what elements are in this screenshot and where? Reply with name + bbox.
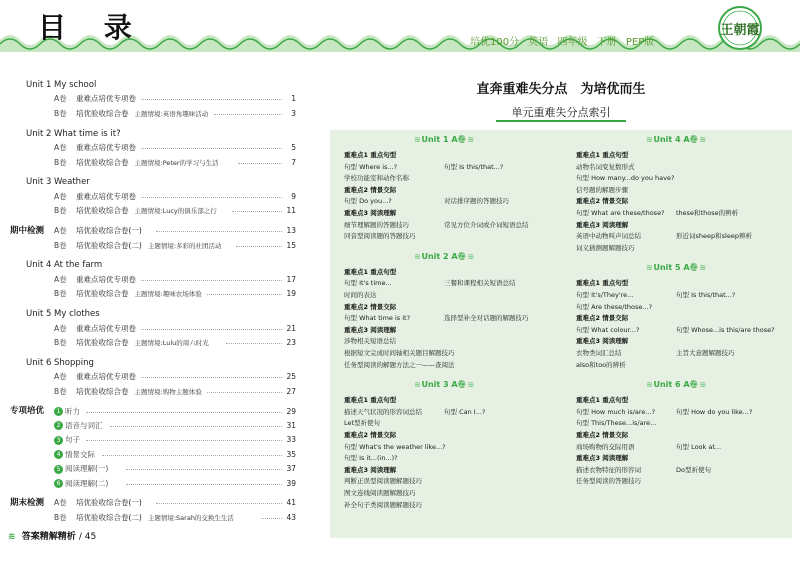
toc-unit-label: Unit 4: [26, 260, 52, 271]
toc-item-label: [76, 511, 234, 525]
index-unit-title: Unit 4 A卷: [653, 135, 698, 144]
answer-key-label: 答案精解精析: [21, 532, 76, 542]
index-line: 句型 What time is it?: [344, 314, 411, 323]
index-line: 选择型补全对话题的解题技巧: [444, 314, 529, 323]
toc-item-title: 培优验收综合卷: [76, 289, 129, 299]
toc-entry[interactable]: [0, 385, 310, 399]
toc-item-number: [54, 405, 80, 419]
dot-leader: [141, 280, 282, 281]
toc-entry[interactable]: [0, 336, 310, 350]
dot-leader: [86, 412, 282, 413]
wave-icon: ≋: [413, 380, 422, 390]
dot-leader: [110, 426, 282, 427]
wave-icon: ≋: [465, 251, 474, 261]
index-line: 句型 How much is/are...?: [576, 407, 656, 416]
toc-page-number: 1: [291, 94, 296, 104]
index-line: 图文连线阅读题解题技巧: [344, 489, 416, 497]
index-line: 三餐和课程相关短语总结: [444, 279, 516, 288]
toc-page-number: 11: [286, 206, 296, 216]
index-line: 词义猜测题解题技巧: [576, 243, 635, 252]
toc-item-label: [76, 239, 222, 253]
index-line: 句型 What's the weather like...?: [344, 442, 446, 451]
toc-item-tag: B卷: [54, 157, 67, 167]
toc-unit-heading: [0, 307, 310, 321]
index-line: 学校功能室和动作名称: [344, 174, 409, 183]
toc-page-number: 33: [286, 435, 296, 445]
toc-page-number: 25: [286, 372, 296, 382]
toc-entry[interactable]: [0, 190, 310, 204]
index-key-point: 重难点3 阅读理解: [576, 337, 629, 346]
toc-page-number: 5: [291, 143, 296, 153]
toc-unit-label: Unit 6: [26, 357, 52, 368]
toc-unit-heading: [0, 258, 310, 272]
index-key-point: 重难点3 阅读理解: [344, 465, 397, 474]
toc-entry[interactable]: [0, 322, 310, 336]
index-line: Let型祈使句: [344, 419, 381, 428]
dot-leader: [232, 211, 282, 212]
toc-item-label: 阅读理解(一): [65, 464, 109, 474]
index-line: 涉物相关短语总结: [344, 337, 396, 346]
toc-item-title: 重难点培优专项卷: [76, 191, 136, 201]
toc-unit-heading: [0, 78, 310, 92]
index-line: 补全句子类阅读题解题技巧: [344, 500, 422, 509]
index-key-point: 重难点1 重点句型: [344, 396, 397, 405]
index-line: 句型 It's time...: [344, 279, 392, 288]
index-line: 信号题的解题步骤: [576, 185, 628, 194]
number-badge-icon: 5: [54, 465, 63, 474]
toc-entry[interactable]: [0, 433, 310, 447]
toc-item-label: [76, 92, 136, 106]
toc-item-number: [54, 462, 108, 476]
toc-unit-name: At the farm: [54, 260, 103, 271]
toc-item-label: [76, 370, 136, 384]
wave-icon: ≋: [697, 135, 706, 144]
toc-item-label: [76, 190, 136, 204]
toc-item-tag: A卷: [54, 372, 67, 382]
difficulty-index: [330, 60, 792, 538]
toc-unit-label: Unit 3: [26, 177, 52, 188]
toc-item-title: 重难点培优专项卷: [76, 372, 136, 382]
index-line: 描述天气状况的形容词总结: [344, 407, 422, 416]
toc-page-number: 43: [286, 512, 296, 522]
toc-page-number: 39: [286, 478, 296, 488]
toc-entry[interactable]: [0, 107, 310, 121]
index-line: 英语中动物叫声词总结: [576, 232, 641, 241]
index-key-point: 重难点1 重点句型: [576, 279, 629, 288]
toc-item-label: 句子: [65, 435, 80, 445]
toc-unit-name: My school: [54, 80, 97, 90]
index-unit-title: Unit 5 A卷: [653, 263, 698, 273]
toc-item-label: [76, 322, 136, 336]
toc-item-label: [76, 385, 202, 399]
index-key-point: 重难点1 重点句型: [344, 267, 397, 276]
index-unit-heading: [568, 379, 783, 390]
toc-item-tag: A卷: [54, 143, 67, 153]
toc-page-number: 23: [286, 337, 296, 347]
toc-section-label: 期末检测: [10, 498, 45, 509]
toc-item-theme: 主题情境:Peter的学习与生活: [134, 158, 219, 167]
toc-page-number: 37: [286, 464, 296, 474]
index-line: 句型 Do you...?: [344, 197, 392, 206]
toc-item-label: [76, 224, 142, 238]
toc-item-tag: A卷: [54, 323, 67, 333]
edition-label: PEP版: [625, 37, 655, 48]
toc-item-number: [54, 433, 80, 447]
index-key-point: 重难点1 重点句型: [576, 396, 629, 405]
toc-item-tag: B卷: [54, 240, 67, 250]
index-line: 句型 What are these/those?: [576, 209, 665, 217]
toc-item-number: [54, 419, 103, 433]
toc-page-number: 27: [286, 386, 296, 396]
toc-entry[interactable]: [0, 496, 310, 510]
subject-label: 英语: [528, 37, 549, 48]
toc-item-label: 听力: [65, 406, 80, 416]
toc-item-title: 重难点培优专项卷: [76, 143, 136, 153]
dot-leader: [238, 163, 282, 164]
toc-item-title: 培优验收综合卷: [76, 337, 129, 347]
brand-logo: [716, 4, 764, 52]
dot-leader: [207, 294, 282, 295]
answer-key-entry[interactable]: [8, 529, 96, 542]
toc-entry[interactable]: [0, 224, 310, 238]
index-line: 细节理解题的答题技巧: [344, 220, 409, 229]
dot-leader: [156, 231, 282, 232]
index-line: 对话排序题的答题技巧: [444, 197, 509, 206]
index-key-point: 重难点3 阅读理解: [576, 454, 629, 463]
toc-item-tag: B卷: [54, 512, 67, 522]
toc-entry[interactable]: [0, 405, 310, 419]
toc-item-label: [76, 107, 208, 121]
dot-leader: [207, 392, 282, 393]
answer-key-page: / 45: [78, 532, 97, 542]
dot-leader: [214, 114, 282, 115]
toc-section-label: 专项培优: [10, 405, 45, 416]
index-line: 句型 How many...do you have?: [576, 174, 675, 183]
toc-item-label: 语音与词汇: [65, 420, 103, 430]
toc-item-title: 培优验收综合卷(二): [76, 240, 142, 250]
index-line: 动物名词变复数形式: [576, 162, 635, 171]
toc-item-tag: A卷: [54, 94, 67, 104]
toc-unit-heading: [0, 175, 310, 189]
dot-leader: [236, 246, 282, 247]
toc-entry[interactable]: [0, 462, 310, 476]
toc-item-title: 培优验收综合卷: [76, 206, 129, 216]
toc-item-tag: A卷: [54, 226, 67, 236]
logo-text: 王朝霞: [720, 23, 760, 38]
wave-icon: ≋: [645, 380, 654, 390]
term-label: 下册: [596, 37, 617, 48]
toc-page-number: 7: [291, 157, 296, 167]
index-line: 常见方位介词或介词短语总结: [444, 220, 529, 229]
toc-unit-heading: [0, 127, 310, 141]
number-badge-icon: 1: [54, 407, 63, 416]
index-key-point: 重难点2 情景交际: [576, 431, 629, 439]
toc-item-number: [54, 448, 95, 462]
index-key-point: 重难点1 重点句型: [576, 151, 629, 159]
toc-item-label: [76, 141, 136, 155]
index-line: also和too的辨析: [576, 360, 626, 369]
index-line: 句型 Is it...(in...)?: [344, 454, 398, 463]
toc-item-title: 重难点培优专项卷: [76, 94, 136, 104]
toc-entry[interactable]: [0, 511, 310, 525]
index-line: 句型 It's/They're...: [576, 291, 634, 299]
index-key-point: 重难点2 情景交际: [576, 314, 629, 323]
index-line: 任务型阅读的解题方法之一——查阅法: [344, 360, 455, 369]
toc-page-number: 35: [286, 449, 296, 459]
index-key-point: 重难点2 情景交际: [344, 185, 397, 194]
index-key-point: 重难点1 重点句型: [344, 151, 397, 159]
dot-leader: [226, 343, 282, 344]
index-line: 句型 Can I...?: [444, 407, 486, 416]
toc-item-theme: 主题情境:英语角趣味活动: [134, 109, 209, 118]
toc-entry[interactable]: [0, 287, 310, 301]
toc-item-theme: 主题情境:多彩的社团活动: [147, 241, 222, 250]
series-label: 培优100分: [470, 37, 520, 48]
index-line: 时间的表达: [344, 291, 377, 299]
index-key-point: 重难点3 阅读理解: [344, 325, 397, 334]
toc-page-number: 9: [291, 191, 296, 201]
grade-label: 四年级: [557, 37, 588, 48]
toc-page-number: 29: [286, 406, 296, 416]
toc-item-label: [76, 156, 219, 170]
index-line: 主旨大意题解题技巧: [676, 349, 735, 357]
wave-icon: ≋: [8, 532, 16, 542]
index-headline: 直奔重难失分点 为培优而生: [476, 82, 646, 97]
page-title: 目 录: [38, 11, 146, 44]
toc-item-theme: 主题情境:Sarah的交换生生活: [147, 513, 234, 522]
index-key-point: 重难点2 情景交际: [344, 431, 397, 439]
index-panel: [330, 130, 792, 538]
index-line: 衣物类词汇总结: [576, 349, 622, 357]
toc-section-label: 期中检测: [10, 226, 45, 237]
toc-item-tag: B卷: [54, 289, 67, 299]
wave-icon: ≋: [465, 135, 474, 144]
index-line: these和those的辨析: [676, 209, 739, 217]
toc-page-number: 21: [286, 323, 296, 333]
toc-item-label: [76, 496, 142, 510]
index-line: 形近词sheep和sleep辨析: [676, 232, 752, 241]
index-key-point: 重难点3 阅读理解: [576, 220, 629, 229]
toc-item-tag: A卷: [54, 274, 67, 284]
wave-icon: ≋: [413, 135, 422, 144]
index-line: 同音型阅读题的答题技巧: [344, 232, 416, 241]
toc-item-title: 培优验收综合卷: [76, 157, 129, 167]
toc-entry[interactable]: [0, 477, 310, 491]
index-unit-heading: [568, 262, 783, 273]
toc-item-label: [76, 336, 209, 350]
index-line: 句型 Look at...: [676, 442, 722, 451]
index-unit-heading: [336, 134, 551, 145]
number-badge-icon: 6: [54, 479, 63, 488]
toc-item-tag: B卷: [54, 108, 67, 118]
number-badge-icon: 2: [54, 421, 63, 430]
subtitle-underline: [496, 120, 626, 122]
toc-page-number: 3: [291, 108, 296, 118]
index-line: 句型 How do you like...?: [676, 407, 753, 416]
wave-icon: ≋: [645, 135, 654, 144]
toc-unit-name: What time is it?: [54, 128, 121, 139]
toc-item-theme: 主题情境:购物主题体验: [134, 387, 202, 396]
index-line: 句型 Whose...is this/are those?: [676, 325, 775, 334]
index-subtitle: 单元重难失分点索引: [511, 106, 611, 119]
index-key-point: 重难点3 阅读理解: [344, 209, 397, 217]
index-line: 句型 Where is...?: [344, 162, 398, 171]
toc-unit-name: Weather: [54, 177, 90, 188]
index-line: 根据短文完成时间轴相关题目解题技巧: [344, 349, 455, 357]
toc-item-label: 情景交际: [65, 449, 95, 459]
index-line: 句型 What colour...?: [576, 325, 640, 334]
wave-icon: ≋: [413, 251, 422, 261]
index-unit-title: Unit 2 A卷: [421, 251, 466, 261]
toc-unit-label: Unit 1: [26, 80, 52, 90]
toc-page-number: 13: [286, 226, 296, 236]
index-line: Do型祈使句: [676, 465, 711, 474]
toc-item-title: 培优验收综合卷: [76, 108, 129, 118]
dot-leader: [261, 518, 282, 519]
dot-leader: [141, 377, 282, 378]
number-badge-icon: 3: [54, 436, 63, 445]
index-unit-title: Unit 1 A卷: [421, 135, 466, 144]
dot-leader: [141, 148, 282, 149]
toc-item-label: [76, 287, 202, 301]
toc-item-title: 培优验收综合卷(二): [76, 512, 142, 522]
toc-unit-name: My clothes: [54, 309, 100, 320]
index-line: 描述衣物特征的形容词: [576, 465, 641, 474]
toc-item-theme: 主题情境:Lulu的周六时光: [134, 338, 209, 347]
toc-unit-label: Unit 2: [26, 128, 52, 139]
wave-icon: ≋: [645, 263, 654, 273]
toc-entry[interactable]: [0, 204, 310, 218]
toc-item-title: 重难点培优专项卷: [76, 323, 136, 333]
index-unit-heading: [568, 134, 783, 145]
index-unit-heading: [336, 251, 551, 262]
dot-leader: [141, 99, 282, 100]
wave-icon: ≋: [465, 380, 474, 390]
index-unit-title: Unit 3 A卷: [421, 380, 466, 390]
index-line: 商场购物的交际用语: [576, 442, 635, 451]
toc-entry[interactable]: [0, 370, 310, 384]
dot-leader: [126, 469, 282, 470]
toc-item-label: 阅读理解(二): [65, 478, 109, 488]
toc-item-tag: B卷: [54, 386, 67, 396]
page-header: [0, 0, 800, 52]
toc-page-number: 15: [286, 240, 296, 250]
toc-item-title: 培优验收综合卷(一): [76, 498, 142, 508]
toc-page-number: 31: [286, 420, 296, 430]
dot-leader: [141, 329, 282, 330]
toc-unit-label: Unit 5: [26, 309, 52, 320]
toc-entry[interactable]: [0, 156, 310, 170]
toc-item-title: 培优验收综合卷: [76, 386, 129, 396]
index-line: 句型 This/These...is/are...: [576, 419, 657, 428]
toc-page-number: 19: [286, 289, 296, 299]
index-key-point: 重难点2 情景交际: [576, 197, 629, 206]
toc-item-tag: A卷: [54, 191, 67, 201]
toc-item-tag: B卷: [54, 206, 67, 216]
number-badge-icon: 4: [54, 450, 63, 459]
toc-item-tag: B卷: [54, 337, 67, 347]
toc-unit-heading: [0, 356, 310, 370]
toc-page-number: 41: [286, 498, 296, 508]
toc-item-title: 重难点培优专项卷: [76, 274, 136, 284]
toc-entry[interactable]: [0, 141, 310, 155]
index-unit-heading: [336, 379, 551, 390]
index-line: 句型 Are these/those...?: [576, 302, 653, 311]
toc-item-label: [76, 204, 217, 218]
dot-leader: [141, 197, 282, 198]
toc-entry[interactable]: [0, 448, 310, 462]
toc-item-theme: 主题情境:趣味农场体验: [134, 290, 202, 299]
dot-leader: [126, 484, 282, 485]
toc-entry[interactable]: [0, 273, 310, 287]
wave-icon: ≋: [697, 263, 706, 273]
toc-entry[interactable]: [0, 419, 310, 433]
toc-item-tag: A卷: [54, 498, 67, 508]
dot-leader: [86, 440, 282, 441]
toc-item-number: [54, 477, 108, 491]
toc-item-theme: 主题情境:Lucy的俱乐部之行: [134, 207, 217, 216]
wave-icon: ≋: [697, 380, 706, 390]
toc-page-number: 17: [286, 274, 296, 284]
index-key-point: 重难点2 情景交际: [344, 302, 397, 311]
toc-item-title: 培优验收综合卷(一): [76, 226, 142, 236]
index-line: 判断正误型阅读题解题技巧: [344, 477, 422, 486]
toc-item-label: [76, 273, 136, 287]
toc-entry[interactable]: [0, 239, 310, 253]
dot-leader: [102, 455, 282, 456]
toc-unit-name: Shopping: [54, 357, 94, 368]
index-line: 句型 Is this/that...?: [676, 291, 736, 299]
index-unit-title: Unit 6 A卷: [653, 380, 698, 390]
toc-entry[interactable]: [0, 92, 310, 106]
dot-leader: [156, 503, 282, 504]
index-line: 句型 Is this/that...?: [444, 162, 504, 171]
book-info: [470, 33, 660, 48]
index-line: 任务型阅读的答题技巧: [576, 477, 641, 486]
